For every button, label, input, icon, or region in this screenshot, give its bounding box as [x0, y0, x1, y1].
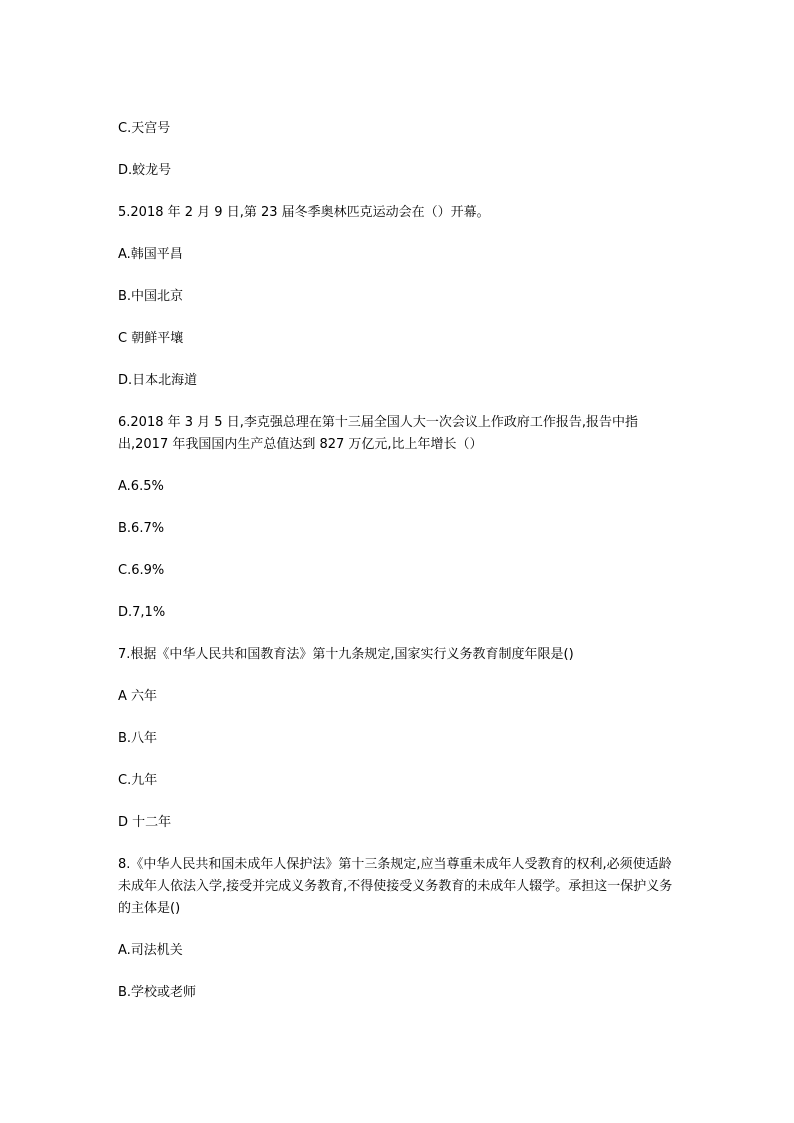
option-a-q8: A.司法机关: [118, 943, 183, 958]
question-6: 6.2018 年 3 月 5 日,李克强总理在第十三届全国人大一次会议上作政府工作报告,报告中指出,2017 年我国国内生产总值达到 827 万亿元,比上年增长（）: [118, 415, 638, 452]
option-b-q5: B.中国北京: [118, 289, 184, 304]
option-a-q6: A.6.5%: [118, 479, 164, 494]
option-d-q4: D.蛟龙号: [118, 163, 172, 178]
question-7: 7.根据《中华人民共和国教育法》第十九条规定,国家实行义务教育制度年限是(): [118, 647, 574, 662]
option-c-q6: C.6.9%: [118, 563, 165, 578]
option-c-q4: C.天宫号: [118, 121, 171, 136]
option-b-q8: B.学校或老师: [118, 985, 197, 1000]
question-5: 5.2018 年 2 月 9 日,第 23 届冬季奥林匹克运动会在（）开幕。: [118, 205, 490, 220]
option-d-q6: D.7,1%: [118, 605, 166, 620]
document-page: [118, 118, 678, 1024]
option-b-q6: B.6.7%: [118, 521, 165, 536]
option-a-q7: A 六年: [118, 689, 158, 704]
option-d-q7: D 十二年: [118, 815, 172, 830]
option-d-q5: D.日本北海道: [118, 373, 198, 388]
option-c-q5: C 朝鲜平壤: [118, 331, 184, 346]
option-c-q7: C.九年: [118, 773, 158, 788]
option-a-q5: A.韩国平昌: [118, 247, 183, 262]
question-8: 8.《中华人民共和国未成年人保护法》第十三条规定,应当尊重未成年人受教育的权利,必须使适龄未成年人依法入学,接受并完成义务教育,不得使接受义务教育的未成年人辍学。承担这一保护义务的主体是(): [118, 857, 673, 916]
option-b-q7: B.八年: [118, 731, 158, 746]
